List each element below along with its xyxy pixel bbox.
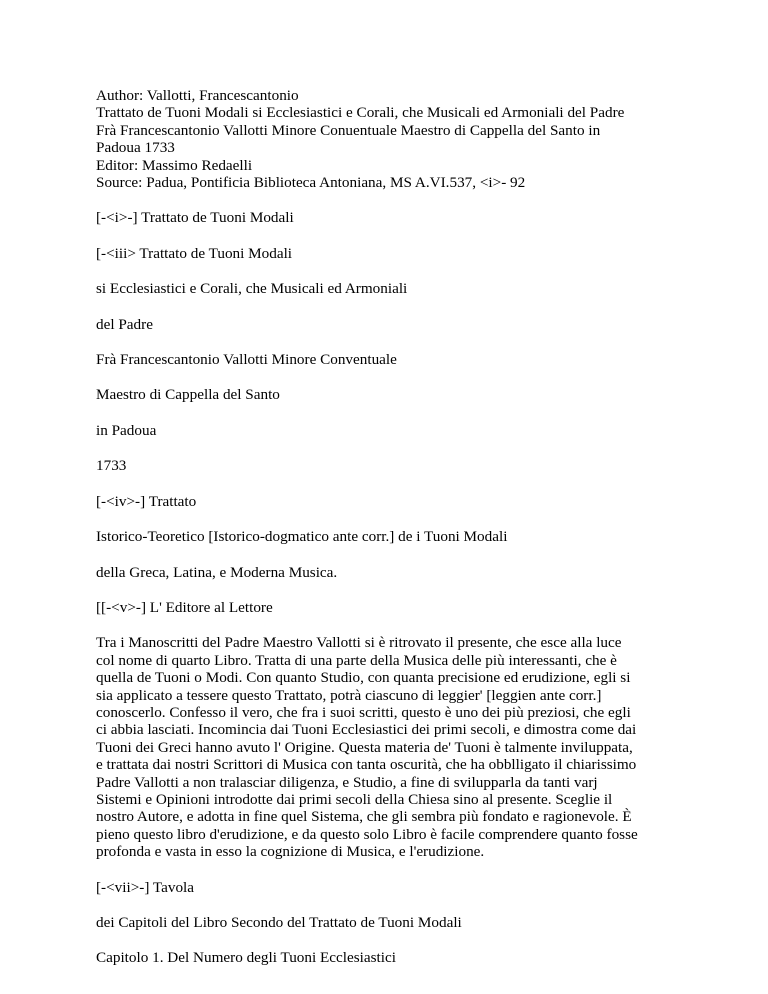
- preface-line: Padre Vallotti a non tralasciar diligenza, e Studio, a fine di svilupparla da tanti varj: [96, 773, 598, 791]
- preface-line: col nome di quarto Libro. Tratta di una parte della Musica delle più interessanti, che è: [96, 651, 617, 669]
- paragraph: Frà Francescantonio Vallotti Minore Conventuale: [96, 351, 397, 369]
- title-line: Frà Francescantonio Vallotti Minore Conuentuale Maestro di Cappella del Santo in: [96, 121, 601, 139]
- paragraph: in Padoua: [96, 421, 157, 439]
- preface-line: quella de Tuoni o Modi. Con quanto Studio, con quanta precisione ed erudizione, egli si: [96, 669, 631, 687]
- preface-line: ci abbia lasciati. Incomincia dai Tuoni Ecclesiastici dei primi secoli, e dimostra come dai: [96, 721, 637, 739]
- title-line: Padoua 1733: [96, 139, 175, 157]
- metadata-header: [96, 87, 686, 191]
- paragraph: si Ecclesiastici e Corali, che Musicali ed Armoniali: [96, 280, 408, 298]
- paragraph: [-<i>-] Trattato de Tuoni Modali: [96, 209, 294, 227]
- paragraph: del Padre: [96, 315, 153, 333]
- preface-line: nostro Autore, e adotta in fine quel Sistema, che gli sembra più fondato e ragionevole. È: [96, 808, 632, 826]
- chapter-entry: Capitolo 1. Del Numero degli Tuoni Ecclesiastici: [96, 949, 396, 967]
- preface-paragraph: [96, 634, 686, 860]
- preface-line: Sistemi e Opinioni introdotte dai primi secoli della Chiesa sino al presente. Sceglie il: [96, 790, 613, 808]
- document-page: [96, 87, 686, 967]
- preface-line: pieno questo libro d'erudizione, e da questo solo Libro è facile comprendere quanto fosse: [96, 825, 638, 843]
- preface-line: profonda e vasta in esso la cognizione di Musica, e l'erudizione.: [96, 843, 485, 861]
- preface-line: Tuoni dei Greci hanno avuto l' Origine. Questa materia de' Tuoni è talmente inviluppata,: [96, 738, 633, 756]
- paragraph: 1733: [96, 457, 127, 475]
- toc-subtitle: dei Capitoli del Libro Secondo del Trattato de Tuoni Modali: [96, 914, 462, 931]
- preface-line: sia applicato a tessere questo Trattato, potrà ciascuno di leggier' [leggien ante corr.]: [96, 686, 602, 704]
- toc-heading: [-<vii>-] Tavola: [96, 878, 195, 896]
- preface-line: conoscerlo. Confesso il vero, che fra i suoi scritti, questo è uno dei più preziosi, che egli: [96, 703, 631, 721]
- paragraph: [[-<v>-] L' Editore al Lettore: [96, 598, 273, 616]
- author-line: Author: Vallotti, Francescantonio: [96, 87, 299, 104]
- paragraph: [-<iii> Trattato de Tuoni Modali: [96, 244, 293, 262]
- preface-line: e trattata dai nostri Scrittori di Musica con tanta oscurità, che ha obblligato il chiarissimo: [96, 756, 637, 774]
- editor-line: Editor: Massimo Redaelli: [96, 156, 253, 174]
- preface-line: Tra i Manoscritti del Padre Maestro Vallotti si è ritrovato il presente, che esce alla luce: [96, 634, 622, 652]
- paragraph: della Greca, Latina, e Moderna Musica.: [96, 563, 338, 581]
- paragraph: [-<iv>-] Trattato: [96, 492, 197, 510]
- paragraph: Maestro di Cappella del Santo: [96, 386, 280, 404]
- paragraph: Istorico-Teoretico [Istorico-dogmatico ante corr.] de i Tuoni Modali: [96, 528, 508, 546]
- title-line: Trattato de Tuoni Modali si Ecclesiastici e Corali, che Musicali ed Armoniali del Padre: [96, 104, 625, 122]
- source-line: Source: Padua, Pontificia Biblioteca Antoniana, MS A.VI.537, <i>- 92: [96, 174, 526, 192]
